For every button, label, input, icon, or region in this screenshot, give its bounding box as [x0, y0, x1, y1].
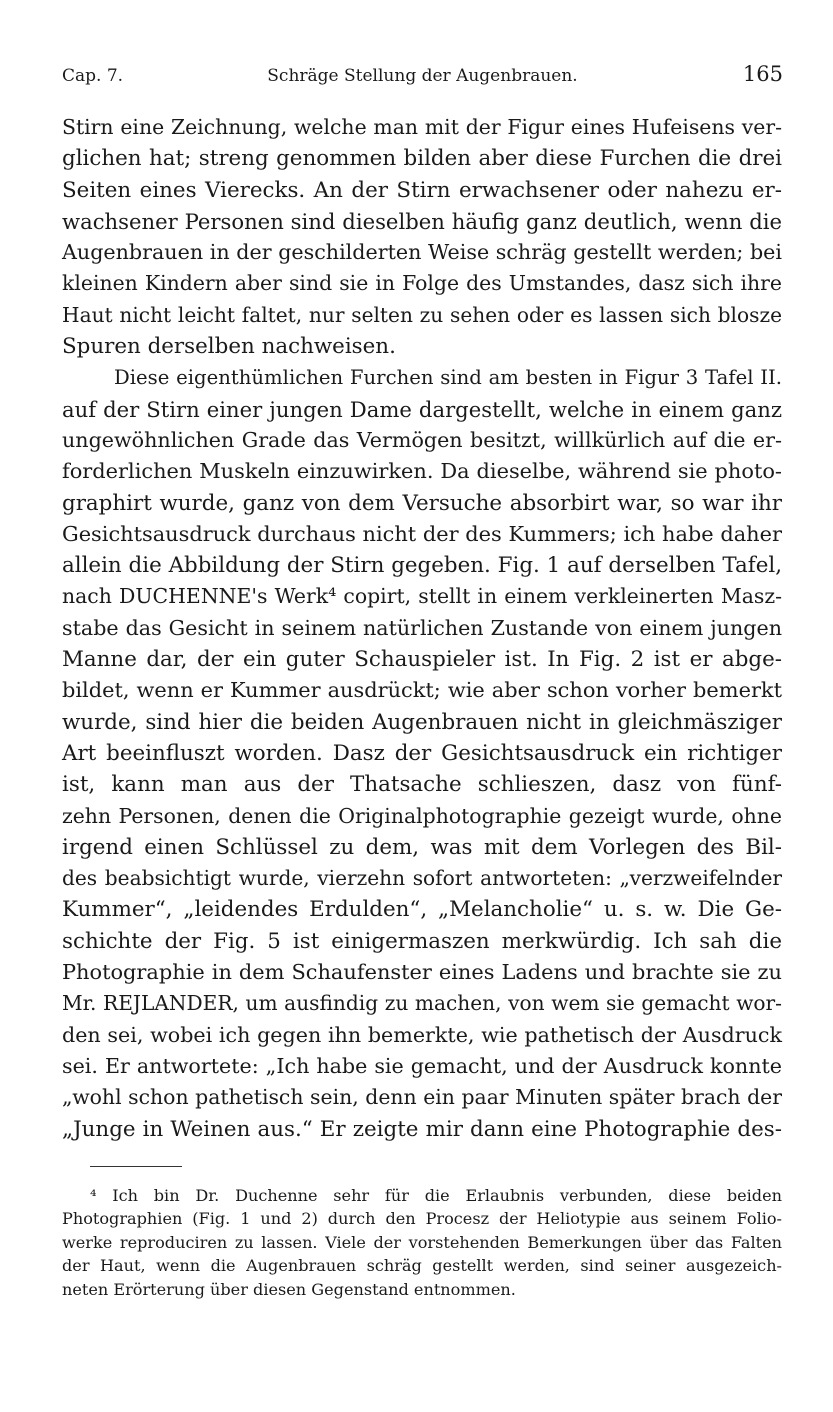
text-line: Art beeinfluszt worden. Dasz der Gesichtsausdruck ein richtiger [62, 740, 782, 766]
text-line: Augenbrauen in der geschilderten Weise schräg gestellt werden; bei [62, 240, 782, 265]
text-line: glichen hat; streng genommen bilden aber diese Furchen die drei [62, 146, 782, 172]
text-line: Manne dar, der ein guter Schauspieler ist. In Fig. 2 ist er abge- [62, 647, 782, 673]
text-line: irgend einen Schlüssel zu dem, was mit dem Vorlegen des Bil- [62, 834, 782, 860]
page-number: 165 [742, 62, 783, 86]
footnote-separator [90, 1166, 182, 1167]
body-text [62, 112, 782, 1145]
text-line: allein die Abbildung der Stirn gegeben. Fig. 1 auf derselben Tafel, [62, 553, 782, 579]
footnote-line: Photographien (Fig. 1 und 2) durch den Procesz der Heliotypie aus seinem Folio- [62, 1209, 782, 1229]
text-line: Haut nicht leicht faltet, nur selten zu sehen oder es lassen sich blosze [62, 302, 782, 327]
text-line: Seiten eines Vierecks. An der Stirn erwachsener oder nahezu er- [62, 177, 782, 203]
text-line: nach DUCHENNE's Werk⁴ copirt, stellt in einem verkleinerten Masz- [62, 584, 782, 609]
running-title: Schräge Stellung der Augenbrauen. [267, 66, 578, 86]
text-line: schichte der Fig. 5 ist einigermaszen merkwürdig. Ich sah die [62, 928, 782, 954]
text-line: zehn Personen, denen die Originalphotographie gezeigt wurde, ohne [62, 803, 782, 828]
text-line: den sei, wobei ich gegen ihn bemerkte, wie pathetisch der Ausdruck [62, 1022, 782, 1047]
text-line: „Junge in Weinen aus.“ Er zeigte mir dann eine Photographie des- [62, 1116, 782, 1142]
footnote-line: neten Erörterung über diesen Gegenstand entnommen. [62, 1279, 516, 1299]
text-line: graphirt wurde, ganz von dem Versuche absorbirt war, so war ihr [62, 490, 782, 516]
text-line: kleinen Kindern aber sind sie in Folge des Umstandes, dasz sich ihre [62, 271, 782, 296]
text-line: stabe das Gesicht in seinem natürlichen Zustande von einem jungen [62, 615, 782, 640]
text-line: wachsener Personen sind dieselben häufig ganz deutlich, wenn die [62, 208, 782, 234]
text-line: forderlichen Muskeln einzuwirken. Da dieselbe, während sie photo- [62, 459, 782, 484]
text-line: ist, kann man aus der Thatsache schlieszen, dasz von fünf- [62, 772, 782, 798]
footnotes [62, 1184, 782, 1301]
footnote-line: werke reproduciren zu lassen. Viele der vorstehenden Bemerkungen über das Falten [62, 1232, 782, 1252]
footnote-line: ⁴ Ich bin Dr. Duchenne sehr für die Erlaubnis verbunden, diese beiden [90, 1186, 782, 1205]
text-line: ungewöhnlichen Grade das Vermögen besitzt, willkürlich auf die er- [62, 427, 782, 452]
chapter-label: Cap. 7. [62, 66, 124, 86]
text-line: bildet, wenn er Kummer ausdrückt; wie aber schon vorher bemerkt [62, 678, 782, 703]
text-line: wurde, sind hier die beiden Augenbrauen nicht in gleichmäsziger [62, 709, 782, 735]
text-line: Mr. REJLANDER, um ausfindig zu machen, von wem sie gemacht wor- [62, 991, 782, 1016]
text-line: sei. Er antwortete: „Ich habe sie gemacht, und der Ausdruck konnte [62, 1053, 782, 1078]
text-line: Gesichtsausdruck durchaus nicht der des Kummers; ich habe daher [62, 521, 782, 546]
text-line: auf der Stirn einer jungen Dame dargestellt, welche in einem ganz [62, 396, 782, 422]
text-line: des beabsichtigt wurde, vierzehn sofort antworteten: „verzweifelnder [62, 866, 782, 891]
text-line: Kummer“, „leidendes Erdulden“, „Melancholie“ u. s. w. Die Ge- [62, 897, 782, 923]
text-line: Stirn eine Zeichnung, welche man mit der Figur eines Hufeisens ver- [62, 115, 782, 139]
text-line: Photographie in dem Schaufenster eines Ladens und brachte sie zu [62, 960, 782, 985]
running-header [62, 62, 783, 92]
paragraph-start-line: Diese eigenthümlichen Furchen sind am besten in Figur 3 Tafel II. [114, 366, 782, 390]
text-line: Spuren derselben nachweisen. [62, 334, 396, 360]
text-line: „wohl schon pathetisch sein, denn ein paar Minuten später brach der [62, 1085, 782, 1110]
footnote-line: der Haut, wenn die Augenbrauen schräg gestellt werden, sind seiner ausgezeich- [62, 1256, 782, 1276]
